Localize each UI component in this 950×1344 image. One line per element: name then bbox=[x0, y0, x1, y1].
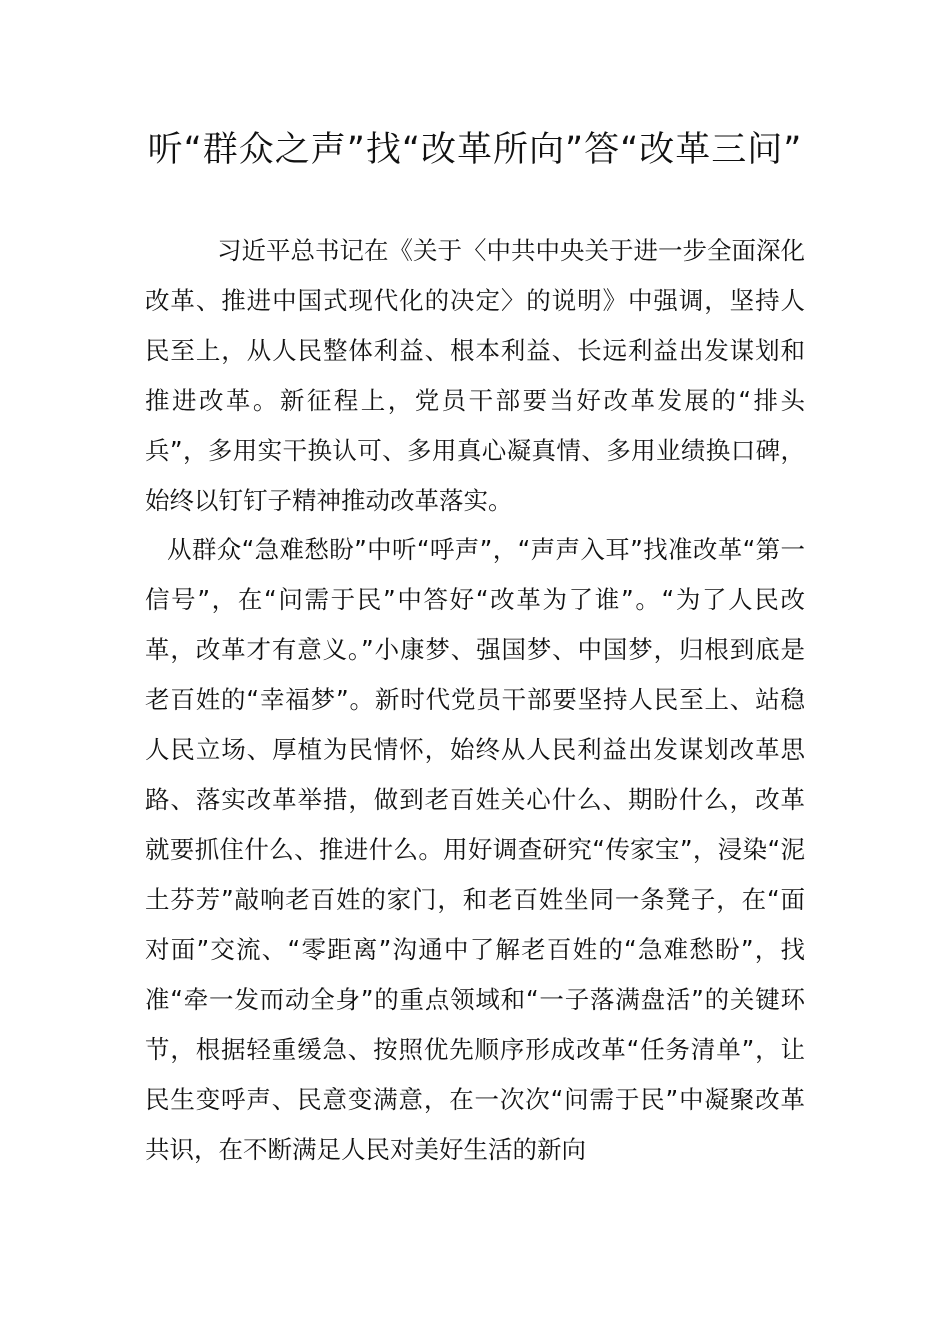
document-title: 听“群众之声”找“改革所向”答“改革三问” bbox=[147, 130, 803, 170]
paragraph-2: 从群众“急难愁盼”中听“呼声”，“声声入耳”找准改革“第一信号”，在“问需于民”中答好“改革为了谁”。“为了人民改革，改革才有意义。”小康梦、强国梦、中国梦，归根到底是老百姓的“幸福梦”。新时代党员干部要坚持人民至上、站稳人民立场、厚植为民情怀，始终从人民利益出发谋划改革思路、落实改革举措，做到老百姓关心什么、期盼什么，改革就要抓住什么、推进什么。用好调查研究“传家宝”，浸染“泥土芬芳”敲响老百姓的家门，和老百姓坐同一条凳子，在“面对面”交流、“零距离”沟通中了解老百姓的“急难愁盼”，找准“牵一发而动全身”的重点领域和“一子落满盘活”的关键环节，根据轻重缓急、按照优先顺序形成改革“任务清单”，让民生变呼声、民意变满意，在一次次“问需于民”中凝聚改革共识，在不断满足人民对美好生活的新向 bbox=[145, 535, 805, 1164]
paragraph-1: 习近平总书记在《关于〈中共中央关于进一步全面深化改革、推进中国式现代化的决定〉的说明》中强调，坚持人民至上，从人民整体利益、根本利益、长远利益出发谋划和推进改革。新征程上，党员干部要当好改革发展的“排头兵”，多用实干换认可、多用真心凝真情、多用业绩换口碑，始终以钉钉子精神推动改革落实。 bbox=[145, 236, 805, 515]
